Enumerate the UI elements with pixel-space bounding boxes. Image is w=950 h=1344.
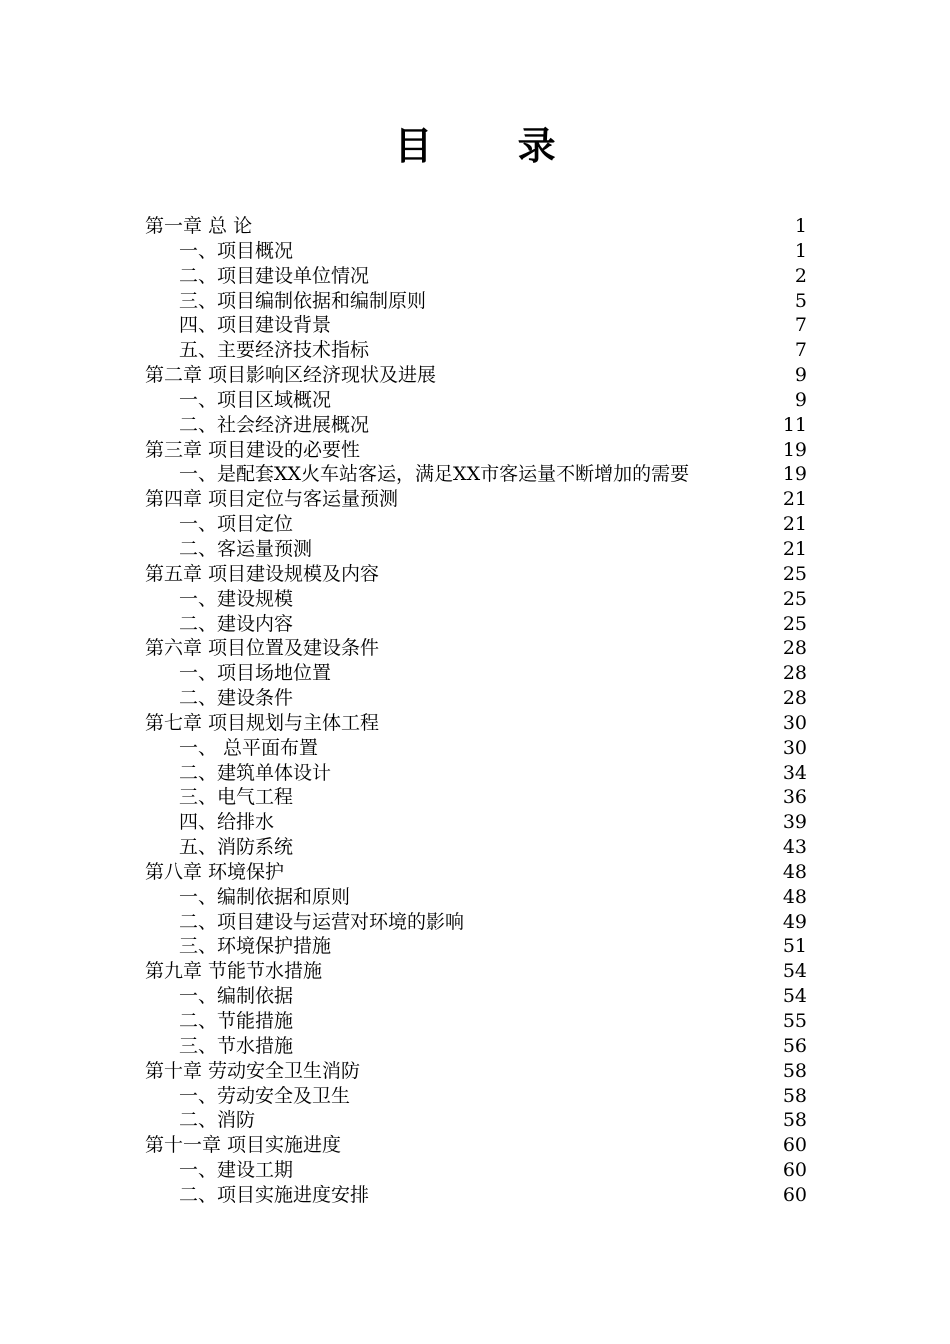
toc-section-title: 三、项目编制依据和编制原则	[179, 289, 427, 312]
toc-section-title: 二、建设条件	[179, 687, 294, 710]
toc-section-title: 二、建设内容	[179, 612, 294, 635]
toc-section-entry[interactable]	[145, 239, 807, 264]
page-title: 目 录	[394, 124, 592, 168]
toc-section-entry[interactable]	[145, 1009, 807, 1034]
toc-page-number: 28	[782, 687, 807, 710]
toc-page-number: 60	[782, 1134, 807, 1157]
toc-section-entry[interactable]	[145, 413, 807, 438]
toc-chapter-entry[interactable]	[145, 487, 807, 512]
toc-section-title: 五、消防系统	[179, 836, 294, 859]
toc-chapter-entry[interactable]	[145, 1059, 807, 1084]
toc-section-entry[interactable]	[145, 934, 807, 959]
toc-page-number: 19	[782, 463, 807, 486]
toc-chapter-title: 第十章 劳动安全卫生消防	[145, 1059, 361, 1082]
toc-page-number: 55	[782, 1010, 807, 1032]
toc-page-number: 36	[782, 786, 807, 809]
toc-page-number: 30	[782, 736, 807, 759]
toc-page-number: 25	[782, 612, 807, 635]
toc-section-title: 二、项目实施进度安排	[179, 1183, 370, 1206]
toc-section-entry[interactable]	[145, 388, 807, 413]
toc-section-entry[interactable]	[145, 885, 807, 910]
toc-page-number: 54	[782, 985, 807, 1008]
toc-section-title: 二、项目建设与运营对环境的影响	[179, 910, 465, 933]
toc-page-number: 1	[794, 239, 807, 262]
toc-page-number: 11	[782, 413, 807, 436]
toc-section-title: 四、给排水	[179, 811, 275, 834]
toc-chapter-title: 第七章 项目规划与主体工程	[145, 711, 380, 734]
toc-section-entry[interactable]	[145, 686, 807, 711]
toc-chapter-title: 第九章 节能节水措施	[145, 960, 323, 983]
toc-section-entry[interactable]	[145, 835, 807, 860]
toc-section-entry[interactable]	[145, 512, 807, 537]
toc-section-entry[interactable]	[145, 1034, 807, 1059]
toc-section-title: 一、建设工期	[179, 1159, 294, 1182]
toc-page-number: 49	[782, 910, 807, 933]
toc-page-number: 58	[782, 1084, 807, 1107]
toc-page-number: 21	[782, 537, 807, 560]
toc-page-number: 25	[782, 587, 807, 610]
toc-section-title: 一、劳动安全及卫生	[179, 1084, 351, 1107]
toc-section-entry[interactable]	[145, 289, 807, 314]
toc-chapter-title: 第五章 项目建设规模及内容	[145, 562, 380, 585]
toc-section-title: 一、项目概况	[179, 239, 294, 262]
toc-chapter-entry[interactable]	[145, 636, 807, 661]
toc-chapter-title: 第一章 总 论	[145, 215, 253, 237]
toc-chapter-title: 第十一章 项目实施进度	[145, 1134, 342, 1157]
toc-page-number: 48	[782, 860, 807, 883]
toc-section-entry[interactable]	[145, 338, 807, 363]
toc-section-entry[interactable]	[145, 313, 807, 338]
toc-section-title: 一、建设规模	[179, 587, 294, 610]
toc-chapter-entry[interactable]	[145, 959, 807, 984]
toc-page-number: 58	[782, 1109, 807, 1132]
toc-chapter-title: 第四章 项目定位与客运量预测	[145, 488, 399, 511]
toc-chapter-entry[interactable]	[145, 214, 807, 239]
toc-page-number: 5	[794, 289, 807, 312]
toc-section-title: 二、客运量预测	[179, 537, 313, 560]
toc-section-entry[interactable]	[145, 1158, 807, 1183]
toc-section-entry[interactable]	[145, 264, 807, 289]
toc-page-number: 51	[782, 935, 807, 958]
toc-page-number: 34	[782, 761, 807, 784]
toc-page-number: 43	[782, 836, 807, 859]
toc-chapter-title: 第六章 项目位置及建设条件	[145, 637, 380, 660]
toc-chapter-entry[interactable]	[145, 860, 807, 885]
toc-section-title: 一、编制依据和原则	[179, 885, 351, 908]
toc-page-number: 7	[794, 339, 807, 362]
toc-page-number: 1	[794, 215, 807, 237]
toc-page-number: 60	[782, 1183, 807, 1206]
toc-section-entry[interactable]	[145, 1183, 807, 1208]
toc-chapter-entry[interactable]	[145, 562, 807, 587]
toc-chapter-entry[interactable]	[145, 363, 807, 388]
toc-section-entry[interactable]	[145, 587, 807, 612]
toc-page-number: 54	[782, 960, 807, 983]
table-of-contents	[145, 214, 807, 1208]
toc-page-number: 9	[794, 364, 807, 387]
toc-chapter-title: 第三章 项目建设的必要性	[145, 438, 361, 461]
toc-chapter-title: 第八章 环境保护	[145, 860, 285, 883]
toc-page-number: 2	[794, 264, 807, 287]
toc-section-entry[interactable]	[145, 785, 807, 810]
toc-section-title: 一、项目场地位置	[179, 662, 332, 685]
toc-page-number: 30	[782, 711, 807, 734]
toc-chapter-entry[interactable]	[145, 1133, 807, 1158]
toc-section-entry[interactable]	[145, 661, 807, 686]
toc-page-number: 21	[782, 488, 807, 511]
toc-page-number: 48	[782, 885, 807, 908]
toc-section-entry[interactable]	[145, 810, 807, 835]
toc-chapter-entry[interactable]	[145, 711, 807, 736]
toc-section-title: 二、建筑单体设计	[179, 761, 332, 784]
toc-section-title: 二、节能措施	[179, 1010, 294, 1032]
toc-section-entry[interactable]	[145, 462, 807, 487]
toc-section-title: 四、项目建设背景	[179, 314, 332, 337]
toc-section-title: 一、编制依据	[179, 985, 294, 1008]
toc-section-title: 二、消防	[179, 1109, 256, 1132]
toc-page-number: 58	[782, 1059, 807, 1082]
toc-page-number: 19	[782, 438, 807, 461]
toc-page-number: 28	[782, 662, 807, 685]
toc-section-title: 三、节水措施	[179, 1034, 294, 1057]
toc-page-number: 25	[782, 562, 807, 585]
toc-section-entry[interactable]	[145, 736, 807, 761]
toc-section-title: 一、是配套XX火车站客运，满足XX市客运量不断增加的需要	[179, 463, 690, 486]
toc-section-entry[interactable]	[145, 910, 807, 935]
toc-section-entry[interactable]	[145, 1108, 807, 1133]
toc-page-number: 9	[794, 388, 807, 411]
toc-page-number: 28	[782, 637, 807, 660]
toc-page-number: 7	[794, 314, 807, 337]
toc-section-entry[interactable]	[145, 761, 807, 786]
toc-section-title: 一、项目定位	[179, 513, 294, 536]
toc-section-entry[interactable]	[145, 612, 807, 637]
toc-chapter-title: 第二章 项目影响区经济现状及进展	[145, 364, 437, 387]
toc-page-number: 56	[782, 1034, 807, 1057]
toc-section-title: 二、项目建设单位情况	[179, 264, 370, 287]
toc-section-title: 一、 总平面布置	[179, 736, 319, 759]
toc-section-title: 二、社会经济进展概况	[179, 413, 370, 436]
toc-chapter-entry[interactable]	[145, 438, 807, 463]
toc-section-title: 一、项目区域概况	[179, 388, 332, 411]
toc-page-number: 21	[782, 513, 807, 536]
toc-section-entry[interactable]	[145, 1084, 807, 1109]
toc-section-title: 三、电气工程	[179, 786, 294, 809]
toc-section-title: 三、环境保护措施	[179, 935, 332, 958]
toc-section-title: 五、主要经济技术指标	[179, 339, 370, 362]
toc-section-entry[interactable]	[145, 537, 807, 562]
toc-page-number: 60	[782, 1159, 807, 1182]
toc-section-entry[interactable]	[145, 984, 807, 1009]
toc-page-number: 39	[782, 811, 807, 834]
